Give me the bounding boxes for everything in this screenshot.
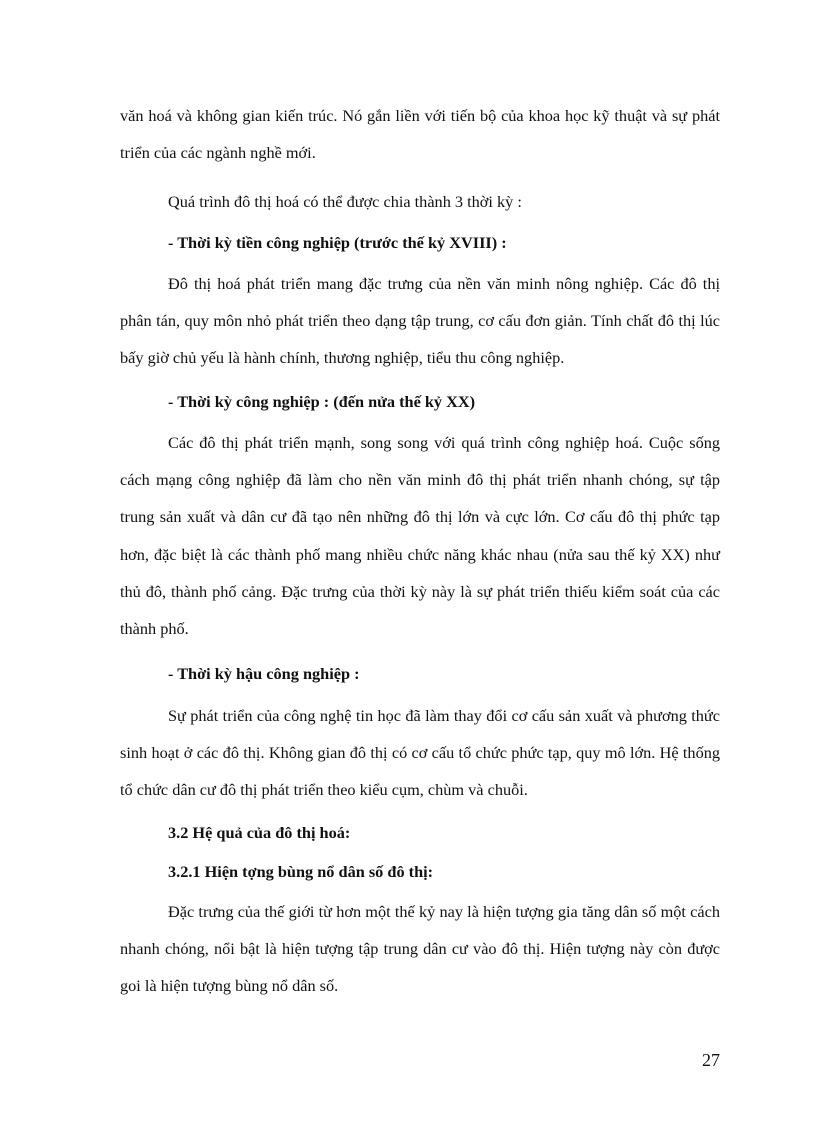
heading-section-3-2-1: 3.2.1 Hiện tợng bùng nổ dân số đô thị: bbox=[168, 862, 434, 881]
paragraph-pre-industrial: Đô thị hoá phát triển mang đặc trưng của nền văn minh nông nghiệp. Các đô thị phân tán, quy môn nhỏ phát triển theo dạng tập trung, cơ cấu đơn giản. Tính chất đô thị lúc bấy giờ chủ yếu là hành chính, thương nghiệp, tiểu thu công nghiệp. bbox=[120, 274, 720, 368]
heading-section-3-2: 3.2 Hệ quả của đô thị hoá: bbox=[168, 823, 351, 842]
paragraph-post-industrial: Sự phát triển của công nghệ tin học đã làm thay đổi cơ cấu sản xuất và phương thức sinh hoạt ở các đô thị. Không gian đô thị có cơ cấu tổ chức phức tạp, quy mô lớn. Hệ thống tổ chức dân cư đô thị phát triển theo kiểu cụm, chùm và chuỗi. bbox=[120, 706, 720, 800]
heading-post-industrial: - Thời kỳ hậu công nghiệp : bbox=[168, 664, 360, 683]
paragraph-industrial: Các đô thị phát triển mạnh, song song với quá trình công nghiệp hoá. Cuộc sống cách mạng công nghiệp đã làm cho nền văn minh đô thị phát triển nhanh chóng, sự tập trung sản xuất và dân cư đã tạo nên những đô thị lớn và cực lớn. Cơ cấu đô thị phức tạp hơn, đặc biệt là các thành phố mang nhiều chức năng khác nhau (nửa sau thế kỷ XX) như thủ đô, thành phố cảng. Đặc trưng của thời kỳ này là sự phát triển thiếu kiểm soát của các thành phố. bbox=[120, 433, 720, 639]
heading-industrial: - Thời kỳ công nghiệp : (đến nửa thế kỷ XX) bbox=[168, 392, 476, 411]
page-number: 27 bbox=[702, 1050, 720, 1070]
heading-pre-industrial: - Thời kỳ tiền công nghiệp (trước thế kỷ XVIII) : bbox=[168, 233, 507, 252]
paragraph-continuation: văn hoá và không gian kiến trúc. Nó gắn liền với tiến bộ của khoa học kỹ thuật và sự phát triển của các ngành nghề mới. bbox=[120, 106, 720, 163]
paragraph-population-explosion: Đặc trưng của thế giới từ hơn một thế kỷ nay là hiện tượng gia tăng dân số một cách nhanh chóng, nổi bật là hiện tượng tập trung dân cư vào đô thị. Hiện tượng này còn được goi là hiện tượng bùng nổ dân số. bbox=[120, 902, 720, 996]
paragraph-periods-intro: Quá trình đô thị hoá có thể được chia thành 3 thời kỳ : bbox=[168, 192, 522, 211]
